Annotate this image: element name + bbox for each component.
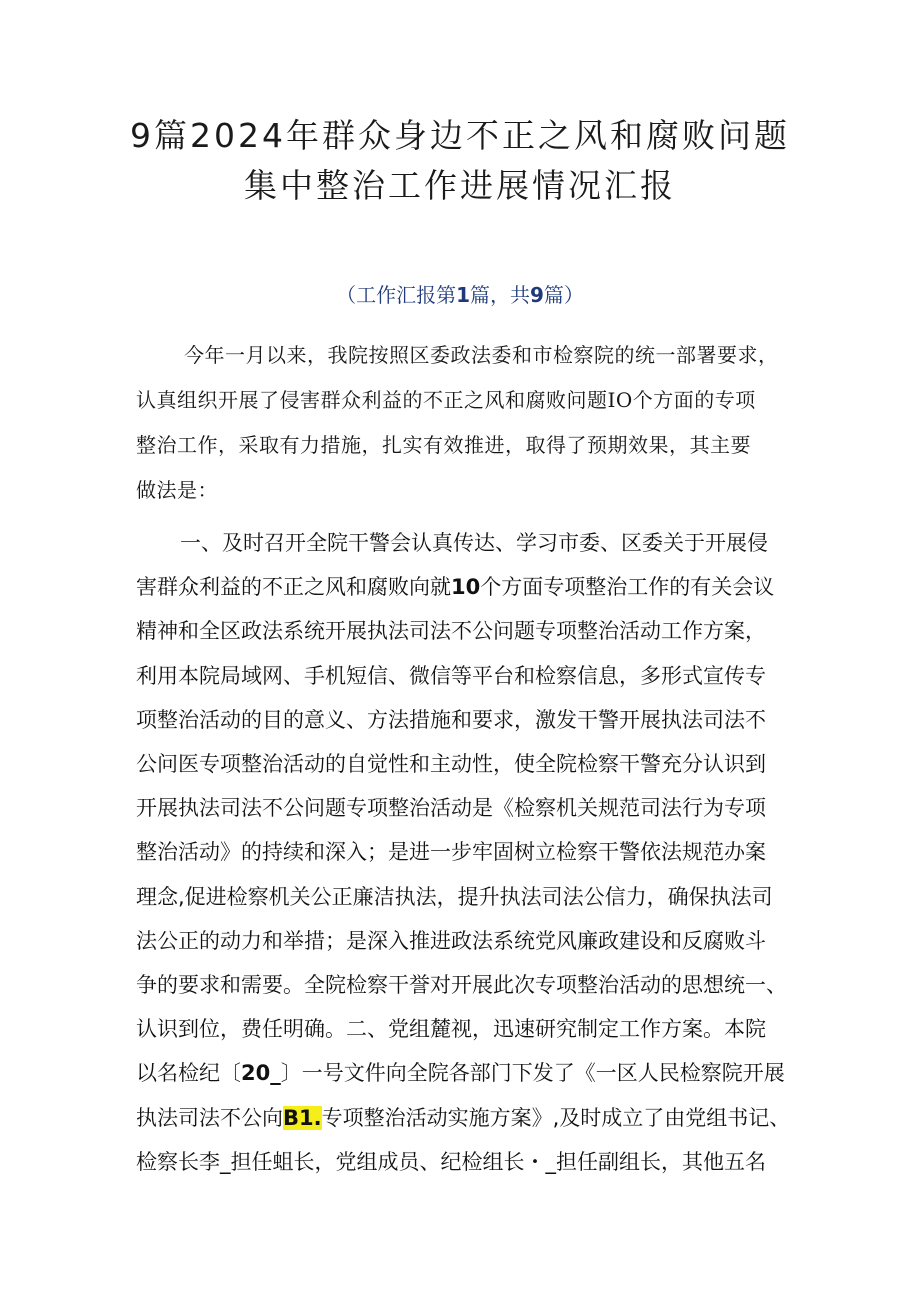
body-line: 项整治活动的目的意义、方法措施和要求，激发干警开展执法司法不	[136, 707, 766, 732]
body-text-run: 〕一号文件向全院各部门下发了《一区人民检察院开展	[280, 1061, 785, 1086]
body-line: 法公正的动力和举措；是深入推进政法系统党风廉政建设和反腐败斗	[136, 928, 766, 953]
intro-line: 做法是：	[136, 478, 218, 502]
highlighted-text: B1.	[283, 1105, 322, 1130]
body-text-run: 执法司法不公向	[136, 1105, 283, 1130]
report-subtitle	[0, 279, 920, 308]
body-line: 一、及时召开全院干警会认真传达、学习市委、区委关于开展侵	[180, 531, 768, 555]
intro-line: 整治工作，采取有力措施，扎实有效推进，取得了预期效果，其主要	[136, 433, 751, 457]
body-line: 公问医专项整治活动的自觉性和主动性，使全院检察干警充分认识到	[136, 752, 766, 777]
body-line: 精神和全区政法系统开展执法司法不公问题专项整治活动工作方案，	[136, 619, 766, 644]
body-line: 利用本院局域网、手机短信、微信等平台和检察信息，多形式宣传专	[136, 663, 766, 688]
document-number: 20_	[241, 1061, 281, 1086]
body-text-run: 以名检纪〔	[136, 1061, 241, 1086]
body-line	[136, 1096, 796, 1140]
intro-line: 今年一月以来，我院按照区委政法委和市检察院的统一部署要求，	[184, 343, 779, 367]
body-line: 开展执法司法不公问题专项整治活动是《检察机关规范司法行为专项	[136, 796, 766, 821]
subtitle-prefix: （工作汇报第	[336, 283, 457, 307]
subtitle-middle: 篇，共	[470, 283, 530, 307]
document-title-line-2: 集中整治工作进展情况汇报	[244, 166, 676, 205]
body-line: 整治活动》的持续和深入；是进一步牢固树立检察干警依法规范办案	[136, 840, 766, 865]
document-title-line-1: 9篇2024年群众身边不正之风和腐败问题	[130, 116, 790, 155]
subtitle-current-number: 1	[456, 283, 470, 307]
subtitle-total-number: 9	[530, 283, 544, 307]
body-line: 争的要求和需要。全院检察干誉对开展此次专项整治活动的思想统一、	[136, 973, 787, 998]
body-line: 检察长李_担任蛆长，党组成员、纪检组长・_担任副组长，其他五名	[136, 1149, 766, 1174]
body-text-run: 个方面专项整治工作的有关会议	[480, 575, 775, 600]
intro-line: 认真组织开展了侵害群众利益的不正之风和腐败问题IO个方面的专项	[136, 388, 756, 412]
intro-paragraph	[136, 333, 796, 513]
body-line	[136, 565, 796, 609]
body-text-run: 害群众利益的不正之风和腐败向就	[136, 575, 451, 600]
body-line	[136, 1051, 796, 1095]
body-line: 理念,促进检察机关公正廉洁执法，提升执法司法公信力，确保执法司	[136, 884, 773, 909]
body-line: 认识到位，费任明确。二、党组麓视，迅速研究制定工作方案。本院	[136, 1017, 766, 1042]
body-text-run: 专项整治活动实施方案》,及时成立了由党组书记、	[321, 1105, 791, 1130]
subtitle-suffix: 篇）	[543, 283, 584, 307]
body-paragraph	[136, 521, 796, 1184]
body-number: 10	[451, 575, 481, 600]
